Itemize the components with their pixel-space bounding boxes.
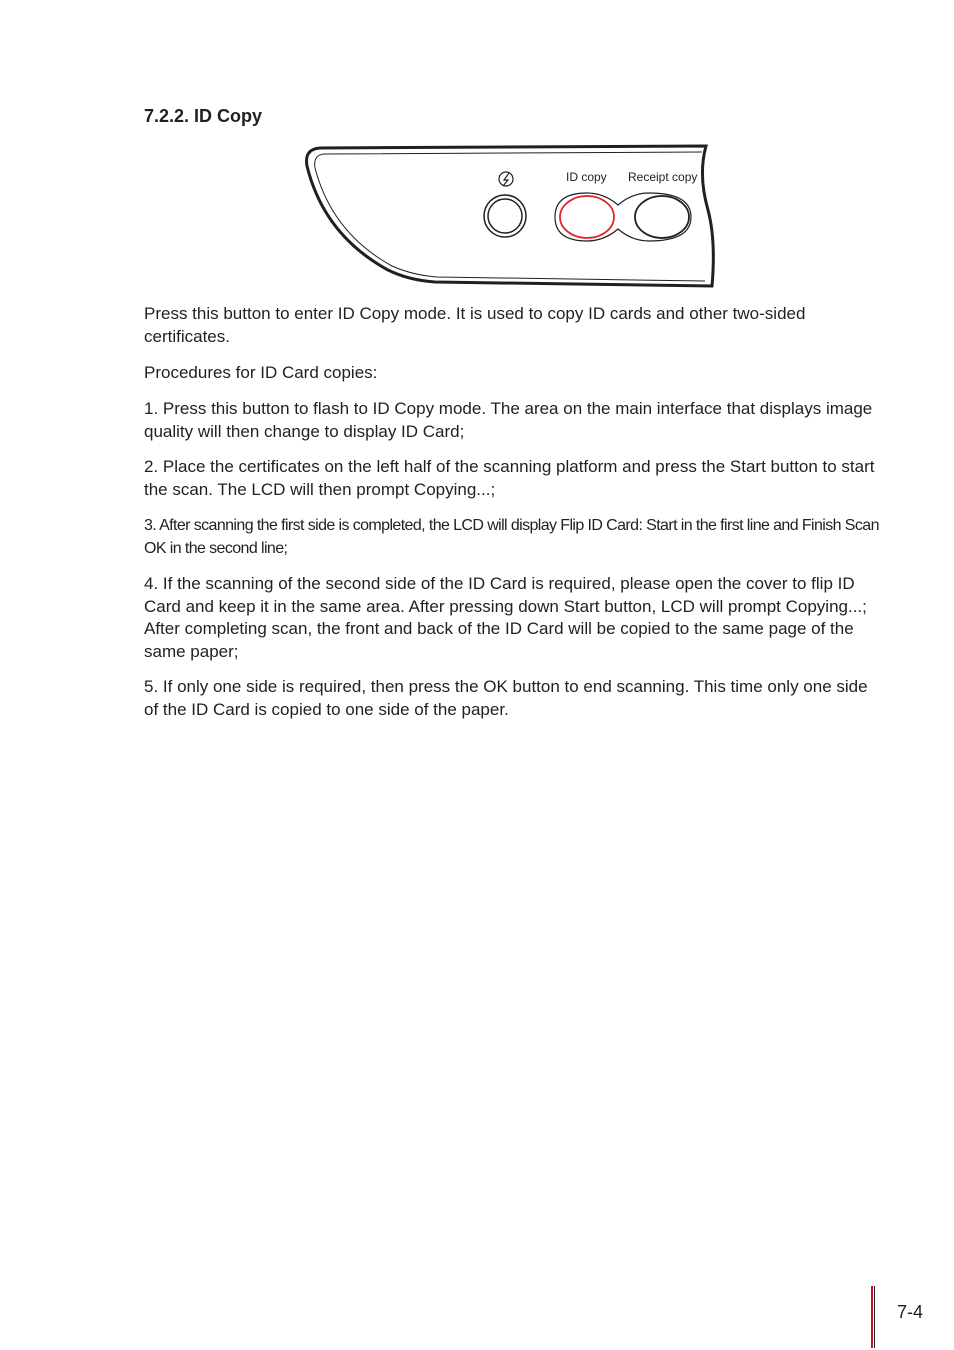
power-icon	[499, 172, 513, 186]
id-copy-button[interactable]	[560, 196, 614, 238]
step-5-paragraph: 5. If only one side is required, then press the OK button to end scanning. This time only one side of the ID Card is copied to one side of the paper.	[144, 677, 868, 719]
step-2-paragraph: 2. Place the certificates on the left half of the scanning platform and press the Start button to start the scan. The LCD will then prompt Copying...;	[144, 457, 875, 499]
receipt-copy-button[interactable]	[635, 196, 689, 238]
control-panel-drawing	[300, 140, 720, 294]
receipt-copy-label: Receipt copy	[628, 170, 698, 184]
footer-black-rule	[874, 1286, 875, 1348]
step-4-paragraph: 4. If the scanning of the second side of the ID Card is required, please open the cover to flip ID Card and keep it in the same area. After pressing down Start button, LCD will prompt Copying...; After completing scan, the front and back of the ID Card will be copied to the same page of the same paper;	[144, 574, 867, 661]
intro-paragraph: Press this button to enter ID Copy mode. It is used to copy ID cards and other two-sided certificates.	[144, 304, 806, 346]
page-number: 7-4	[897, 1302, 924, 1322]
step-1-paragraph: 1. Press this button to flash to ID Copy mode. The area on the main interface that displays image quality will then change to display ID Card;	[144, 399, 873, 441]
control-panel-illustration	[300, 140, 720, 294]
button-housing	[555, 193, 691, 241]
footer-red-rule	[871, 1286, 873, 1348]
id-copy-label: ID copy	[566, 170, 607, 184]
section-heading: 7.2.2. ID Copy	[144, 106, 263, 126]
power-button[interactable]	[484, 195, 526, 237]
procedures-title: Procedures for ID Card copies:	[144, 363, 378, 382]
panel-outline	[307, 146, 714, 286]
step-3-paragraph: 3. After scanning the first side is completed, the LCD will display Flip ID Card: Start in the first line and Finish Scan OK in the second line;	[144, 517, 879, 557]
